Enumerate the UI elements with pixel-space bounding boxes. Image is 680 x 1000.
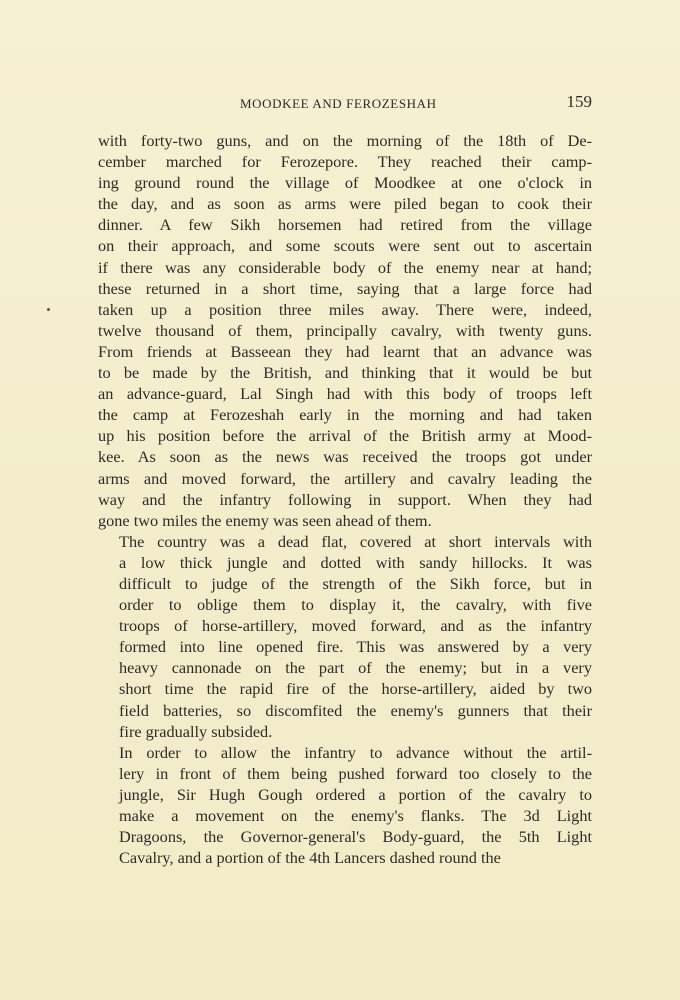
text-line: way and the infantry following in support. When they had [98, 489, 592, 509]
text-line: gone two miles the enemy was seen ahead of them. [98, 510, 432, 530]
paragraph [98, 742, 592, 869]
text-line: formed into line opened fire. This was answered by a very [119, 637, 592, 657]
text-line: kee. As soon as the news was received the troops got under [98, 447, 592, 467]
text-line: make a movement on the enemy's flanks. The 3d Light [119, 806, 592, 825]
text-line: troops of horse-artillery, moved forward, and as the infantry [119, 616, 592, 636]
paragraph [98, 130, 592, 531]
text-line: if there was any considerable body of the enemy near at hand; [98, 257, 592, 277]
text-line: difficult to judge of the strength of the Sikh force, but in [119, 573, 592, 593]
text-line: ing ground round the village of Moodkee at one o'clock in [98, 173, 592, 193]
text-line: to be made by the British, and thinking that it would be but [98, 363, 592, 383]
paragraph [98, 531, 592, 742]
running-head: MOODKEE AND FEROZESHAH [240, 96, 437, 111]
text-line: The country was a dead flat, covered at short intervals with [119, 531, 592, 551]
page-number: 159 [566, 92, 592, 111]
text-line: twelve thousand of them, principally cavalry, with twenty guns. [98, 320, 592, 340]
text-line: arms and moved forward, the artillery and cavalry leading the [98, 468, 592, 488]
text-line: the camp at Ferozeshah early in the morning and had taken [98, 405, 592, 425]
text-line: field batteries, so discomfited the enemy's gunners that their [119, 700, 592, 720]
text-line: Cavalry, and a portion of the 4th Lancers dashed round the [119, 848, 501, 868]
text-line: fire gradually subsided. [119, 721, 273, 741]
text-line: lery in front of them being pushed forward too closely to the [119, 763, 592, 783]
text-line: up his position before the arrival of the British army at Mood- [98, 426, 592, 446]
text-line: short time the rapid fire of the horse-artillery, aided by two [119, 679, 592, 699]
text-line: dinner. A few Sikh horsemen had retired from the village [98, 215, 592, 235]
text-line: a low thick jungle and dotted with sandy hillocks. It was [119, 552, 592, 572]
text-line: order to oblige them to display it, the cavalry, with five [119, 595, 592, 615]
text-line: an advance-guard, Lal Singh had with this body of troops left [98, 384, 592, 404]
text-line: the day, and as soon as arms were piled began to cook their [98, 194, 592, 214]
text-line: with forty-two guns, and on the morning of the 18th of De- [98, 131, 592, 150]
page-header [98, 94, 592, 114]
ink-speck [47, 308, 50, 311]
text-line: In order to allow the infantry to advance without the artil- [119, 742, 592, 762]
text-line: these returned in a short time, saying that a large force had [98, 278, 592, 298]
text-line: taken up a position three miles away. There were, indeed, [98, 299, 592, 319]
text-line: From friends at Basseean they had learnt that an advance was [98, 341, 592, 361]
text-line: on their approach, and some scouts were sent out to ascertain [98, 236, 592, 256]
body-text [98, 130, 592, 868]
text-line: jungle, Sir Hugh Gough ordered a portion of the cavalry to [119, 784, 592, 804]
text-line: Dragoons, the Governor-general's Body-guard, the 5th Light [119, 827, 592, 847]
text-line: cember marched for Ferozepore. They reached their camp- [98, 152, 592, 172]
text-line: heavy cannonade on the part of the enemy; but in a very [119, 658, 592, 678]
